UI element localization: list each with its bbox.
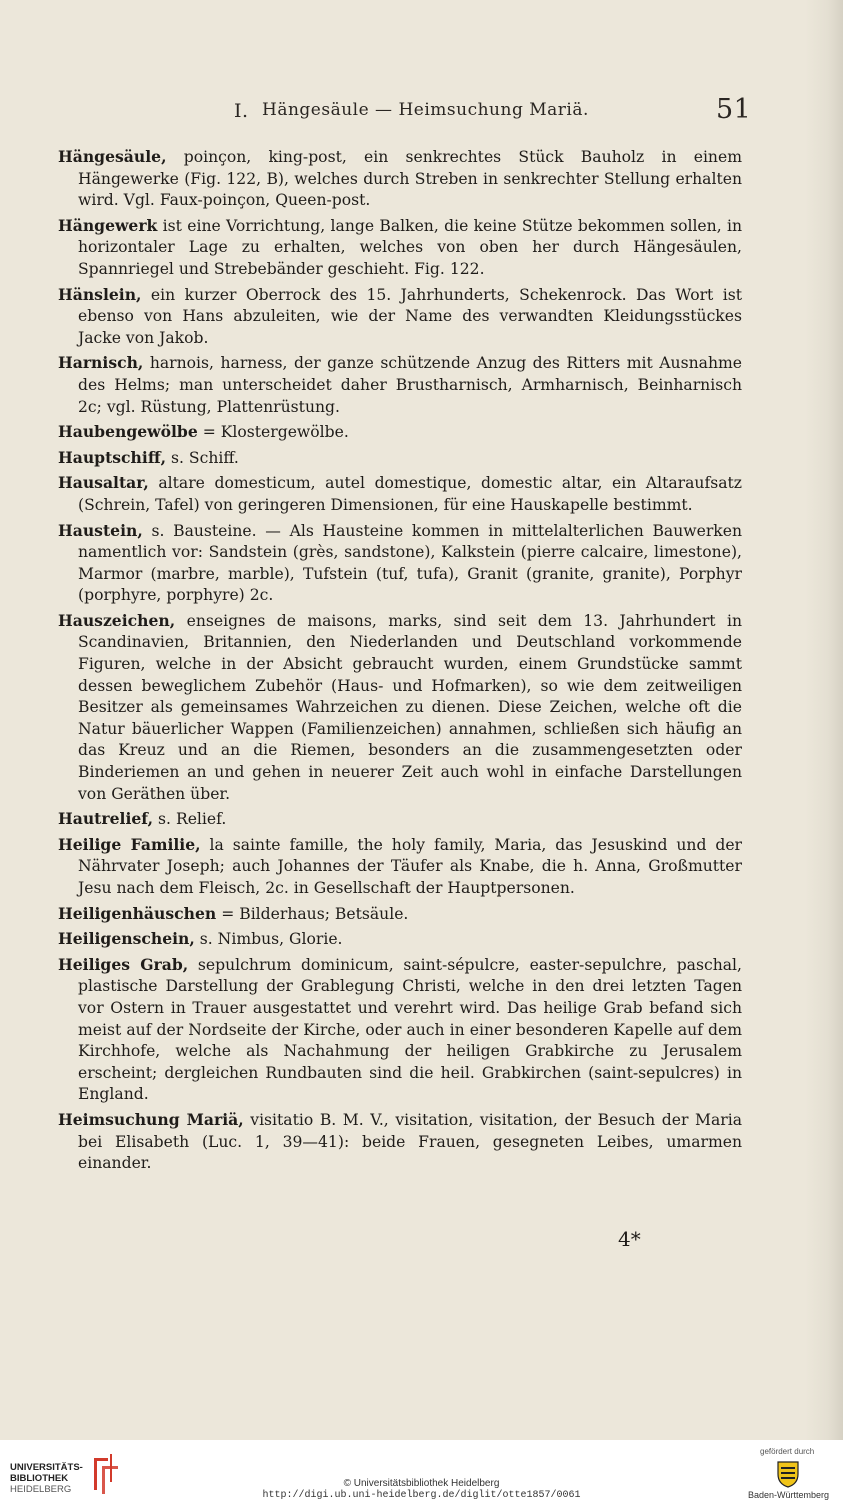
glossary-entry xyxy=(58,421,742,444)
copyright-notice: © Universitätsbibliothek Heidelberg xyxy=(343,1478,500,1489)
entry-text: s. Relief. xyxy=(153,810,227,829)
permalink[interactable]: http://digi.ub.uni-heidelberg.de/diglit/otte1857/0061 xyxy=(262,1490,581,1501)
entry-term: Hänslein, xyxy=(58,284,142,304)
glossary-entry xyxy=(58,472,742,516)
entry-term: Hängewerk xyxy=(58,215,158,235)
funded-by-label: gefördert durch xyxy=(760,1447,815,1456)
entry-term: Hauszeichen, xyxy=(58,610,176,630)
entry-term: Heiligenhäuschen xyxy=(58,903,217,923)
entry-term: Haustein, xyxy=(58,520,143,540)
glossary-entry xyxy=(58,610,742,805)
glossary-entry xyxy=(58,834,742,900)
running-header xyxy=(0,94,843,128)
glossary-entry xyxy=(58,447,742,470)
page-number: 51 xyxy=(716,94,752,125)
glossary-entry xyxy=(58,903,742,926)
entry-text: = Bilderhaus; Betsäule. xyxy=(216,904,409,923)
glossary-entry xyxy=(58,520,742,607)
entry-text: s. Bausteine. — Als Hausteine kommen in mittelalterlichen Bauwerken namentlich vor: Sandstein (grès, sandstone), Kalkstein (pierre calcaire, limestone), Marmor (marbre, marble), Tufstein (tuf, tufa), Granit (granite, granite), Porphyr (porphyre, porphyre) 2c. xyxy=(78,521,742,605)
entry-term: Heiliges Grab, xyxy=(58,954,189,974)
entry-term: Hausaltar, xyxy=(58,473,149,493)
entry-text: ist eine Vorrichtung, lange Balken, die keine Stütze bekommen sollen, in horizontaler Lage zu erhalten, welches von oben her durch Hängesäulen, Spannriegel und Strebebänder geschieht. Fig. 122. xyxy=(78,216,742,278)
entry-term: Heilige Familie, xyxy=(58,834,201,854)
printer-signature: 4* xyxy=(618,1227,641,1251)
glossary-entry xyxy=(58,1109,742,1175)
entry-text: enseignes de maisons, marks, sind seit dem 13. Jahrhundert in Scandinavien, Britannien, den Niederlanden und Deutschland vorkommende Figuren, welche in der Absicht gebraucht wurden, einem Grundstücke sammt dessen beweglichem Zubehör (Haus- und Hofmarken), so wie dem zeitweiligen Besitzer als gemeinsames Wahrzeichen zu dienen. Diese Zeichen, welche oft die Natur bäuerlicher Wappen (Familienzeichen) annahmen, schließen sich häufig an das Kreuz und an die Riemen, besonders an die zusammengesetzten oder Binderiemen an und gehen in neuerer Zeit auch wohl in einfache Darstellungen von Geräthen über. xyxy=(78,611,742,803)
entry-term: Haubengewölbe xyxy=(58,422,198,442)
funder-name[interactable]: Baden-Württemberg xyxy=(748,1490,830,1500)
glossary-entry xyxy=(58,284,742,350)
coat-of-arms-icon xyxy=(774,1458,802,1488)
header-title: Hängesäule — Heimsuchung Mariä. xyxy=(262,100,589,120)
entry-text: ein kurzer Oberrock des 15. Jahrhunderts, Schekenrock. Das Wort ist ebenso von Hans abzuleiten, wie der Name des verwandten Kleidungsstückes Jacke von Jakob. xyxy=(78,285,742,347)
entry-text: = Klostergewölbe. xyxy=(197,423,349,442)
entry-text: altare domesticum, autel domestique, domestic altar, ein Altaraufsatz (Schrein, Tafel) von geringeren Dimensionen, für eine Hauskapelle bestimmt. xyxy=(78,474,742,514)
entry-text: la sainte famille, the holy family, Maria, das Jesuskind und der Nährvater Joseph; auch Johannes der Täufer als Knabe, die h. Anna, Großmutter Jesu nach dem Fleisch, 2c. in Gesellschaft der Hauptpersonen. xyxy=(78,835,743,897)
entry-text: harnois, harness, der ganze schützende Anzug des Ritters mit Ausnahme des Helms; man unterscheidet daher Brustharnisch, Armharnisch, Beinharnisch 2c; vgl. Rüstung, Plattenrüstung. xyxy=(78,354,742,416)
entry-term: Hauptschiff, xyxy=(58,447,167,467)
library-name-line1: UNIVERSITÄTS- xyxy=(10,1462,83,1473)
glossary-entry xyxy=(58,928,742,951)
entry-text: visitatio B. M. V., visitation, visitation, der Besuch der Maria bei Elisabeth (Luc. 1, 39—41): beide Frauen, gesegneten Leibes, umarmen einander. xyxy=(78,1110,742,1173)
entry-term: Heimsuchung Mariä, xyxy=(58,1109,244,1129)
glossary-entry xyxy=(58,808,742,831)
library-name-line2: BIBLIOTHEK xyxy=(10,1473,69,1484)
glossary-entry xyxy=(58,352,742,418)
header-section: I. xyxy=(234,100,249,122)
entry-term: Harnisch, xyxy=(58,353,144,373)
entry-term: Hängesäule, xyxy=(58,147,167,166)
glossary-entry xyxy=(58,954,742,1106)
glossary-entry xyxy=(58,146,742,212)
entry-text: sepulchrum dominicum, saint-sépulcre, easter-sepulchre, paschal, plastische Darstellung der Grablegung Christi, welche in den drei letzten Tagen vor Ostern in Trauer ausgestattet und verehrt wird. Das heilige Grab befand sich meist auf der Nordseite der Kirche, oder auch in einer besonderen Kapelle auf dem Kirchhofe, welche als Nachahmung der heiligen Grabkirche zu Jerusalem erscheint; dergleichen Rundbauten sind die heil. Grabkirchen (saint-sepulcres) in England. xyxy=(78,955,742,1104)
glossary-entry xyxy=(58,215,742,281)
entry-text: s. Nimbus, Glorie. xyxy=(194,930,343,949)
page-gutter xyxy=(805,0,843,1440)
entry-term: Hautrelief, xyxy=(58,809,154,829)
entry-text: poinçon, king-post, ein senkrechtes Stück Bauholz in einem Hängewerke (Fig. 122, B), welches durch Streben in senkrechter Stellung erhalten wird. Vgl. Faux-poinçon, Queen-post. xyxy=(78,148,742,210)
library-name-line3: HEIDELBERG xyxy=(10,1484,72,1495)
entry-text: s. Schiff. xyxy=(166,448,239,467)
glossary-entries xyxy=(58,146,742,1178)
entry-term: Heiligenschein, xyxy=(58,929,195,949)
